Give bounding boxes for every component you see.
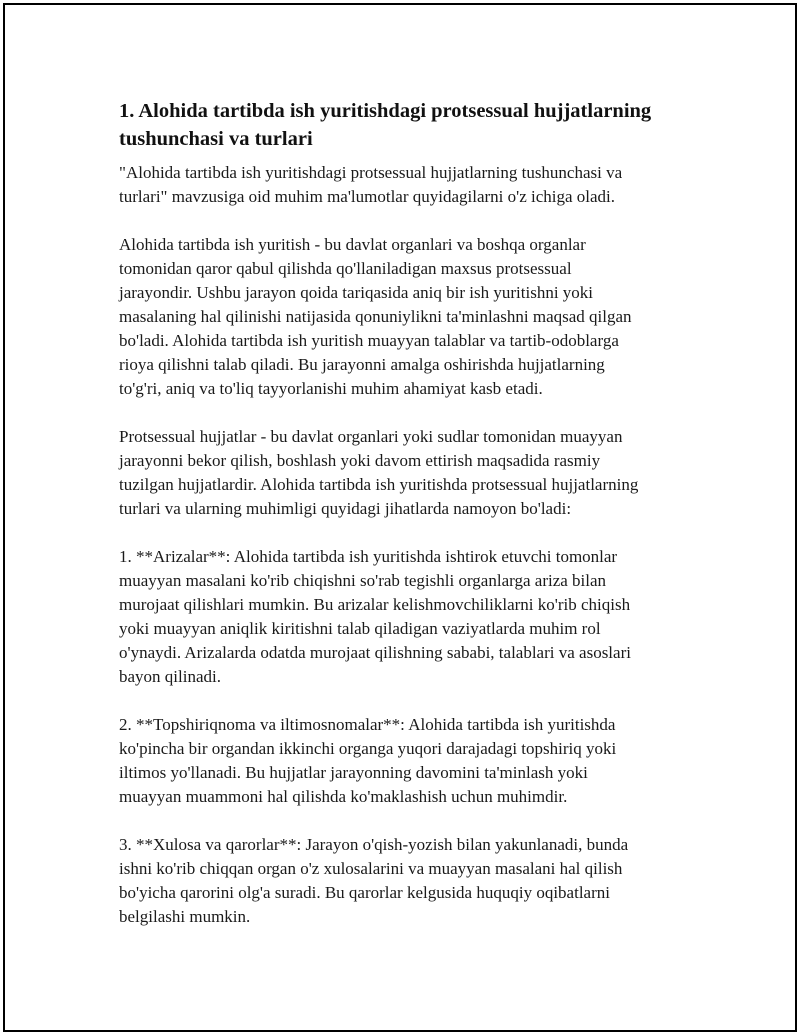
list-item-assignments: 2. **Topshiriqnoma va iltimosnomalar**: Alohida tartibda ish yuritishda ko'pincha bir organdan ikkinchi organga yuqori darajadagi topshiriq yoki iltimos yo'llanadi. Bu hujjatlar jarayonning davomini ta'minlash yoki muayyan muammoni hal qilishda ko'maklashish uchun muhimdir. xyxy=(119,715,617,806)
document-body xyxy=(119,97,689,953)
document-page xyxy=(3,3,797,1032)
definition-paragraph: Alohida tartibda ish yuritish - bu davlat organlari va boshqa organlar tomonidan qaror qabul qilishda qo'llaniladigan maxsus protsessual jarayondir. Ushbu jarayon qoida tariqasida aniq bir ish yuritishni yoki masalaning hal qilinishi natijasida qonuniylikni ta'minlashni maqsad qilgan bo'ladi. Alohida tartibda ish yuritish muayyan talablar va tartib-odoblarga rioya qilishni talab qiladi. Bu jarayonni amalga oshirishda hujjatlarning to'g'ri, aniq va to'liq tayyorlanishi muhim ahamiyat kasb etadi. xyxy=(119,235,632,398)
list-item-applications: 1. **Arizalar**: Alohida tartibda ish yuritishda ishtirok etuvchi tomonlar muayyan masalani ko'rib chiqishni so'rab tegishli organlarga ariza bilan murojaat qilishlari mumkin. Bu arizalar kelishmovchiliklarni ko'rib chiqish yoki muayyan aniqlik kiritishni talab qiladigan vaziyatlarda muhim rol o'ynaydi. Arizalarda odatda murojaat qilishning sababi, talablari va asoslari bayon qilinadi. xyxy=(119,547,631,686)
document-heading: 1. Alohida tartibda ish yuritishdagi protsessual hujjatlarning tushunchasi va turlari xyxy=(119,100,652,150)
intro-paragraph: "Alohida tartibda ish yuritishdagi protsessual hujjatlarning tushunchasi va turlari" mavzusiga oid muhim ma'lumotlar quyidagilarni o'z ichiga oladi. xyxy=(119,163,623,206)
procedural-documents-paragraph: Protsessual hujjatlar - bu davlat organlari yoki sudlar tomonidan muayyan jarayonni bekor qilish, boshlash yoki davom ettirish maqsadida rasmiy tuzilgan hujjatlardir. Alohida tartibda ish yuritishda protsessual hujjatlarning turlari va ularning muhimligi quyidagi jihatlarda namoyon bo'ladi: xyxy=(119,427,639,518)
list-item-conclusions: 3. **Xulosa va qarorlar**: Jarayon o'qish-yozish bilan yakunlanadi, bunda ishni ko'rib chiqqan organ o'z xulosalarini va muayyan masalani hal qilish bo'yicha qarorini olg'a suradi. Bu qarorlar kelgusida huquqiy oqibatlarni belgilashi mumkin. xyxy=(119,835,629,926)
